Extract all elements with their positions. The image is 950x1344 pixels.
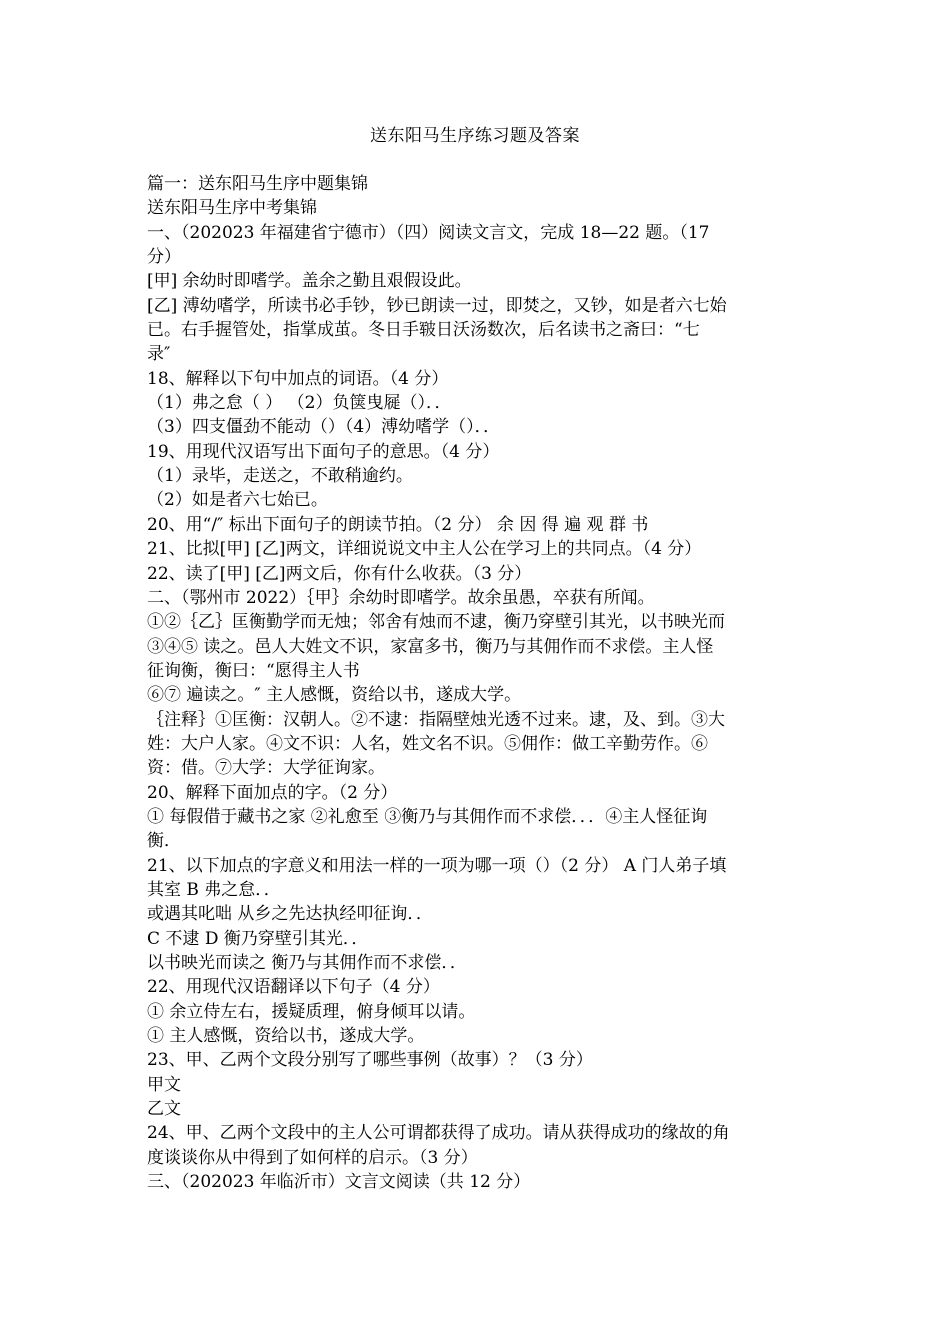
text-line: 24、甲、乙两个文段中的主人公可谓都获得了成功。请从获得成功的缘故的角: [147, 1123, 730, 1144]
text-line: 资：借。⑦大学：大学征询家。: [147, 758, 385, 779]
text-line: ① 主人感慨，资给以书，遂成大学。: [147, 1026, 425, 1047]
text-line: ① 每假借于藏书之家 ②礼愈至 ③衡乃与其佣作而不求偿．．．④主人怪征询: [147, 806, 708, 827]
text-line: 征询衡，衡曰：“愿得主人书: [147, 660, 360, 681]
text-line: 送东阳马生序中考集锦: [147, 198, 317, 219]
text-line: C 不逮 D 衡乃穿壁引其光．．: [147, 928, 369, 949]
text-line: 22、用现代汉语翻译以下句子（4 分）: [147, 977, 440, 998]
text-line: 衡．: [147, 831, 181, 852]
text-line: 录″: [147, 344, 171, 365]
text-line: 已。右手握管处，指掌成茧。冬日手皲日沃汤数次，后名读书之斋曰：“七: [147, 320, 700, 341]
text-line: 篇一：送东阳马生序中题集锦: [147, 174, 368, 194]
text-line: 19、用现代汉语写出下面句子的意思。（4 分）: [147, 441, 500, 462]
text-line: 或遇其叱咄 从乡之先达执经叩征询．．: [147, 904, 433, 925]
text-line: （2）如是者六七始已。: [147, 490, 328, 511]
text-line: （3）四支僵劲不能动（）（4）溥幼嗜学（）．．: [147, 417, 501, 438]
text-line: 甲文: [147, 1074, 181, 1095]
text-line: 其室 B 弗之怠．．: [147, 879, 281, 900]
text-line: 度谈谈你从中得到了如何样的启示。（3 分）: [147, 1147, 478, 1168]
text-line: 姓：大户人家。④文不识：人名，姓文名不识。⑤佣作：做工辛勤劳作。⑥: [147, 733, 708, 754]
text-line: 18、解释以下句中加点的词语。（4 分）: [147, 368, 449, 389]
text-line: 20、用“/″ 标出下面句子的朗读节拍。（2 分） 余 因 得 遍 观 群 书: [147, 514, 649, 535]
text-line: 22、读了[甲] [乙]两文后，你有什么收获。（3 分）: [147, 563, 532, 584]
text-line: ① 余立侍左右，援疑质理，俯身倾耳以请。: [147, 1001, 476, 1022]
text-line: [甲] 余幼时即嗜学。盖余之勤且艰假设此。: [147, 271, 472, 292]
text-line: ①②｛乙｝匡衡勤学而无烛；邻舍有烛而不逮，衡乃穿壁引其光，以书映光而: [147, 612, 725, 633]
text-line: ⑥⑦ 遍读之。″ 主人感慨，资给以书，遂成大学。: [147, 685, 522, 706]
text-line: 23、甲、乙两个文段分别写了哪些事例（故事）？（3 分）: [147, 1050, 593, 1071]
text-line: 二、（鄂州市 2022）｛甲｝余幼时即嗜学。故余虽愚，卒获有所闻。: [147, 587, 655, 608]
text-line: （1）弗之怠（ ） （2）负箧曳屣（）．．: [147, 393, 452, 414]
text-line: 以书映光而读之 衡乃与其佣作而不求偿．．: [147, 953, 467, 973]
text-line: 分）: [147, 247, 181, 268]
document-title: 送东阳马生序练习题及答案: [370, 126, 580, 146]
text-line: 20、解释下面加点的字。（2 分）: [147, 782, 398, 803]
text-line: 21、比拟[甲] [乙]两文，详细说说文中主人公在学习上的共同点。（4 分）: [147, 539, 702, 560]
text-line: ｛注释｝①匡衡：汉朝人。②不逮：指隔壁烛光透不过来。逮，及、到。③大: [147, 709, 725, 730]
text-line: 21、以下加点的字意义和用法一样的一项为哪一项（）（2 分） A 门人弟子填: [147, 855, 727, 876]
text-line: 乙文: [147, 1099, 181, 1120]
text-line: 一、（202023 年福建省宁德市）（四）阅读文言文，完成 18—22 题。（17: [147, 222, 710, 243]
text-line: 三、（202023 年临沂市）文言文阅读（共 12 分）: [147, 1172, 531, 1193]
document-body: [147, 172, 807, 1194]
text-line: [乙] 溥幼嗜学，所读书必手钞，钞已朗读一过，即焚之，又钞，如是者六七始: [147, 295, 727, 316]
text-line: ③④⑤ 读之。邑人大姓文不识，家富多书，衡乃与其佣作而不求偿。主人怪: [147, 636, 714, 657]
text-line: （1）录毕，走送之，不敢稍逾约。: [147, 466, 413, 487]
